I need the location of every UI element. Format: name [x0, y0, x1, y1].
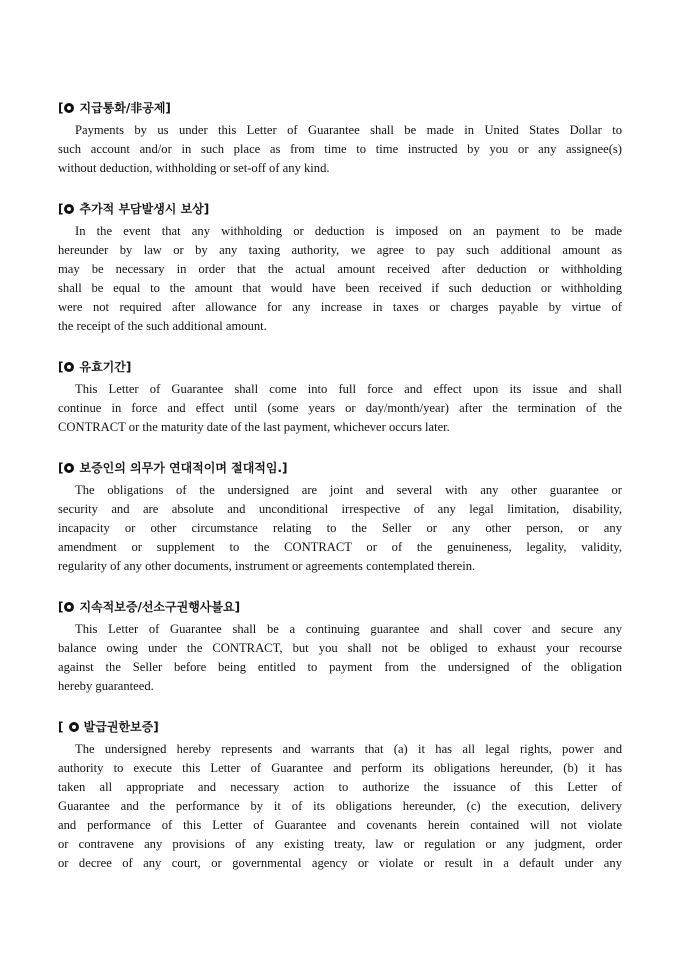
heading-title: 지급통화/非공제]: [79, 101, 171, 115]
circle-bullet-icon: [64, 103, 74, 113]
paragraph-line: may be necessary in order that the actual amount received after deduction or withholding: [58, 262, 622, 276]
clause-heading: [58, 718, 622, 740]
circle-bullet-icon: [69, 722, 79, 732]
paragraph-line: amendment or supplement to the CONTRACT or of the genuineness, legality, validity,: [58, 540, 622, 554]
heading-title: 추가적 부담발생시 보상]: [79, 202, 210, 216]
heading-title: 발급권한보증]: [83, 720, 159, 734]
circle-bullet-icon: [64, 463, 74, 473]
heading-open-bracket: [: [58, 360, 64, 374]
heading-open-bracket: [: [58, 461, 64, 475]
clause-section: [58, 99, 622, 178]
paragraph-line: balance owing under the CONTRACT, but you shall not be obliged to exhaust your recourse: [58, 641, 622, 655]
heading-open-bracket: [: [58, 202, 64, 216]
heading-open-bracket: [: [58, 101, 64, 115]
clause-section: [58, 358, 622, 437]
paragraph-line: without deduction, withholding or set-off of any kind.: [58, 161, 330, 175]
paragraph-line: or decree of any court, or governmental agency or violate or result in a default under any: [58, 856, 622, 870]
paragraph-line: regularity of any other documents, instrument or agreements contemplated therein.: [58, 559, 476, 573]
clause-section: [58, 718, 622, 873]
paragraph-line: In the event that any withholding or deduction is imposed on an payment to be made: [75, 224, 622, 238]
clause-heading: [58, 358, 622, 380]
paragraph-line: the receipt of the such additional amount.: [58, 319, 267, 333]
paragraph-line: shall be equal to the amount that would have been received if such deduction or withholding: [58, 281, 622, 295]
heading-title: 유효기간]: [79, 360, 132, 374]
paragraph-line: hereunder by law or by any taxing authority, we agree to pay such additional amount as: [58, 243, 622, 257]
paragraph-line: This Letter of Guarantee shall be a continuing guarantee and shall cover and secure any: [75, 622, 622, 636]
paragraph-line: The undersigned hereby represents and warrants that (a) it has all legal rights, power and: [75, 742, 622, 756]
clause-heading: [58, 99, 622, 121]
paragraph-line: This Letter of Guarantee shall come into full force and effect upon its issue and shall: [75, 382, 622, 396]
paragraph-line: The obligations of the undersigned are joint and several with any other guarantee or: [75, 483, 622, 497]
paragraph-line: taken all appropriate and necessary action to authorize the issuance of this Letter of: [58, 780, 622, 794]
circle-bullet-icon: [64, 602, 74, 612]
circle-bullet-icon: [64, 204, 74, 214]
paragraph-line: against the Seller before being entitled to payment from the undersigned of the obligation: [58, 660, 622, 674]
heading-title: 보증인의 의무가 연대적이며 절대적임.]: [79, 461, 288, 475]
heading-title: 지속적보증/선소구권행사불요]: [79, 600, 241, 614]
clause-heading: [58, 598, 622, 620]
paragraph-line: CONTRACT or the maturity date of the last payment, whichever occurs later.: [58, 420, 450, 434]
clause-section: [58, 598, 622, 696]
paragraph-line: Guarantee and the performance by it of its obligations hereunder, (c) the execution, delivery: [58, 799, 622, 813]
paragraph-line: such account and/or in such place as from time to time instructed by you or any assignee(s): [58, 142, 622, 156]
clause-section: [58, 200, 622, 336]
document-body: [58, 99, 622, 895]
paragraph-line: Payments by us under this Letter of Guarantee shall be made in United States Dollar to: [75, 123, 622, 137]
paragraph-line: continue in force and effect until (some years or day/month/year) after the termination of the: [58, 401, 622, 415]
paragraph-line: and performance of this Letter of Guarantee and covenants herein contained will not violate: [58, 818, 622, 832]
clause-section: [58, 459, 622, 576]
paragraph-line: hereby guaranteed.: [58, 679, 154, 693]
heading-open-bracket: [: [58, 720, 68, 734]
paragraph-line: were not required after allowance for any increase in taxes or charges payable by virtue of: [58, 300, 622, 314]
heading-open-bracket: [: [58, 600, 64, 614]
clause-heading: [58, 459, 622, 481]
paragraph-line: incapacity or other circumstance relating to the Seller or any other person, or any: [58, 521, 622, 535]
paragraph-line: authority to execute this Letter of Guarantee and perform its obligations hereunder, (b) it has: [58, 761, 622, 775]
circle-bullet-icon: [64, 362, 74, 372]
paragraph-line: security and are absolute and unconditional irrespective of any legal limitation, disability,: [58, 502, 622, 516]
paragraph-line: or contravene any provisions of any existing treaty, law or regulation or any judgment, order: [58, 837, 622, 851]
clause-heading: [58, 200, 622, 222]
